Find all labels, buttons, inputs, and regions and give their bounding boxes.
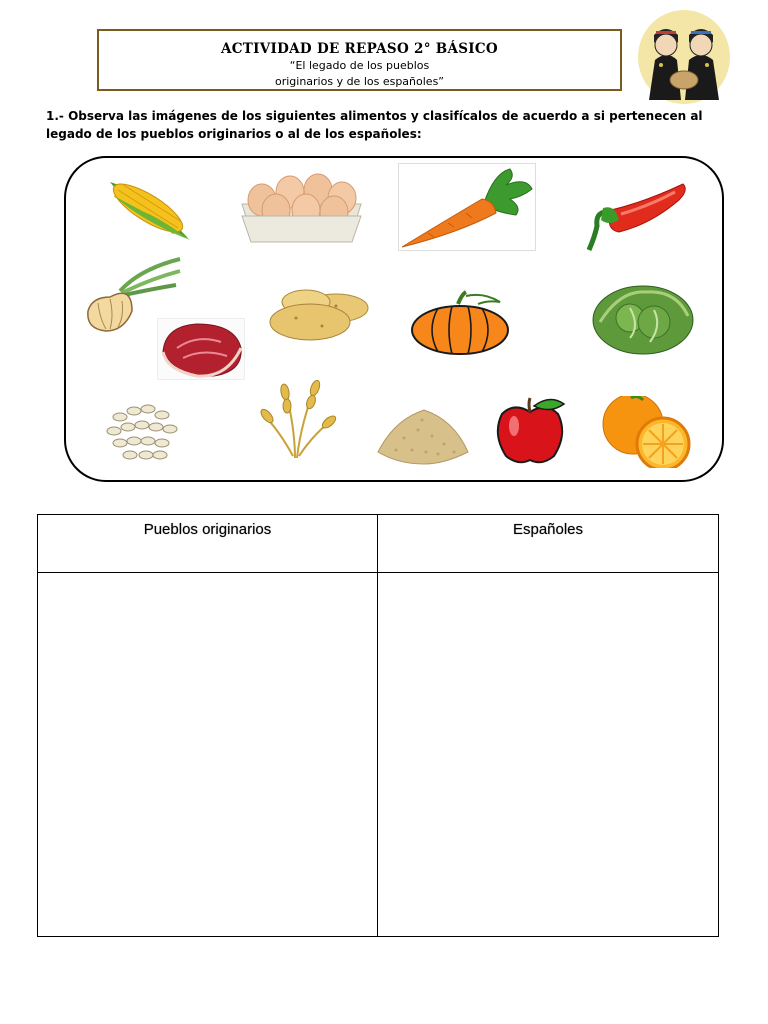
corn-icon — [104, 172, 196, 244]
indigenous-figures-illustration — [637, 5, 731, 105]
instruction-text: 1.- Observa las imágenes de los siguientes alimentos y clasifícalos de acuerdo a si pertenecen al legado de los pueblos originarios o al de los españoles: — [46, 109, 703, 141]
meat-icon — [157, 318, 245, 380]
potatoes-icon — [266, 284, 370, 344]
quinoa-icon — [374, 402, 472, 466]
beans-icon — [100, 397, 186, 463]
column-header-espanoles: Españoles — [512, 521, 584, 538]
column-header-pueblos-originarios: Pueblos originarios — [143, 521, 272, 538]
classification-table — [37, 514, 719, 937]
apple-icon — [494, 394, 566, 466]
chili-pepper-icon — [585, 180, 690, 255]
espanoles-answer-cell[interactable] — [378, 573, 718, 937]
orange-icon — [597, 396, 695, 468]
lettuce-icon — [590, 282, 696, 356]
page-title: ACTIVIDAD DE REPASO 2° BÁSICO — [220, 41, 498, 57]
carrot-icon — [398, 163, 536, 251]
wheat-icon — [255, 378, 341, 458]
title-box — [97, 29, 622, 91]
eggs-icon — [238, 170, 365, 245]
subtitle-line-1: “El legado de los pueblos — [289, 59, 430, 72]
subtitle-line-2: originarios y de los españoles” — [274, 75, 445, 88]
pumpkin-icon — [408, 290, 512, 356]
pueblos-originarios-answer-cell[interactable] — [38, 573, 377, 937]
